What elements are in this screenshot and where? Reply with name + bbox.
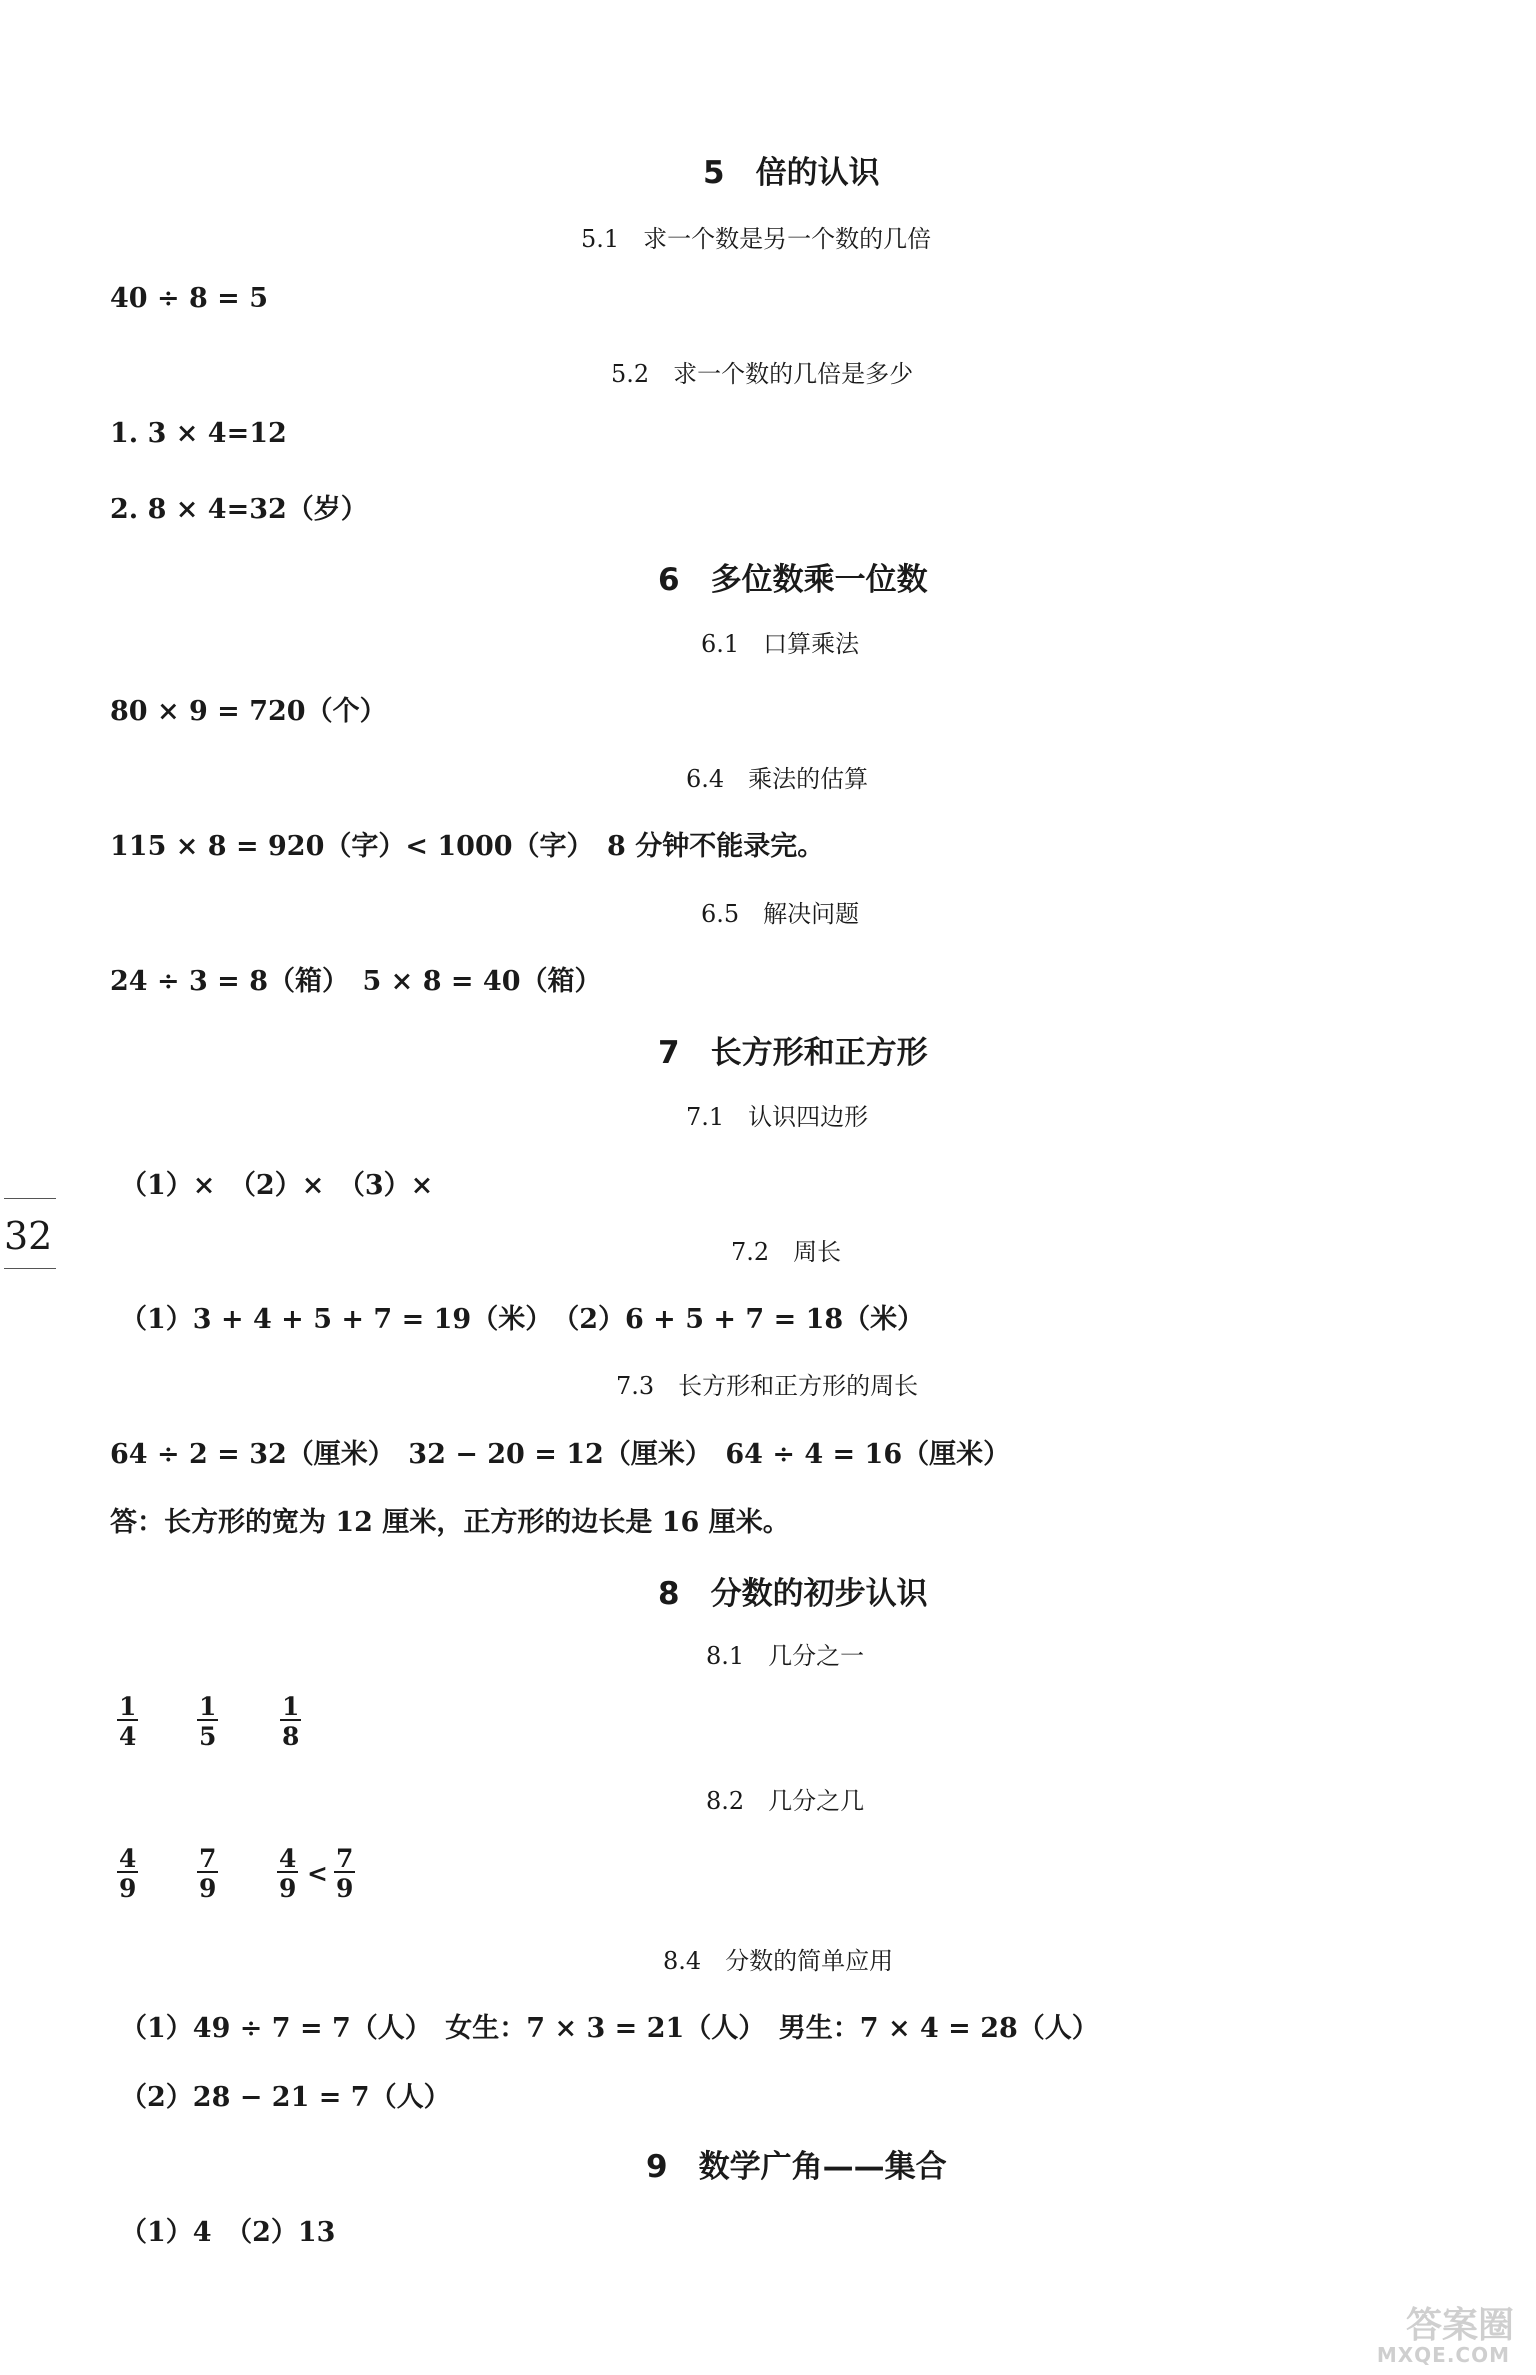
chapter-9-title: 9 数学广角——集合 bbox=[646, 2149, 947, 2185]
chapter-5-title: 5 倍的认识 bbox=[703, 155, 880, 191]
fraction-denominator: 4 bbox=[119, 1722, 137, 1751]
page-number: 32 bbox=[4, 1214, 53, 1258]
section-8-4-title: 8.4 分数的简单应用 bbox=[663, 1947, 894, 1975]
section-7-2-title: 7.2 周长 bbox=[731, 1238, 842, 1266]
answer-6-5: 24 ÷ 3 = 8（箱） 5 × 8 = 40（箱） bbox=[110, 966, 602, 997]
section-8-2-title: 8.2 几分之几 bbox=[706, 1787, 865, 1815]
fraction-one-eighth bbox=[280, 1694, 301, 1749]
answer-7-3-2: 答：长方形的宽为 12 厘米，正方形的边长是 16 厘米。 bbox=[110, 1507, 790, 1538]
chapter-6-title: 6 多位数乘一位数 bbox=[658, 562, 928, 598]
fraction-denominator: 5 bbox=[199, 1722, 217, 1751]
fraction-denominator: 9 bbox=[279, 1874, 297, 1903]
answer-8-4-2: （2）28 − 21 = 7（人） bbox=[120, 2082, 451, 2113]
section-7-3-title: 7.3 长方形和正方形的周长 bbox=[616, 1372, 919, 1400]
answer-6-1: 80 × 9 = 720（个） bbox=[110, 696, 387, 727]
watermark-brand: 答案圈 bbox=[1405, 2305, 1514, 2346]
answer-7-2: （1）3 + 4 + 5 + 7 = 19（米） （2）6 + 5 + 7 = 18（米） bbox=[120, 1304, 925, 1335]
section-6-4-title: 6.4 乘法的估算 bbox=[686, 765, 869, 793]
fraction-numerator: 7 bbox=[199, 1844, 217, 1873]
page-number-rule-bottom bbox=[4, 1268, 56, 1269]
chapter-7-title: 7 长方形和正方形 bbox=[658, 1035, 928, 1071]
fraction-numerator: 1 bbox=[199, 1692, 217, 1721]
section-6-1-title: 6.1 口算乘法 bbox=[701, 630, 860, 658]
fraction-denominator: 9 bbox=[336, 1874, 354, 1903]
answer-7-3-1: 64 ÷ 2 = 32（厘米） 32 − 20 = 12（厘米） 64 ÷ 4 = 16（厘米） bbox=[110, 1439, 1011, 1470]
answer-5-1: 40 ÷ 8 = 5 bbox=[110, 283, 268, 314]
fraction-denominator: 9 bbox=[199, 1874, 217, 1903]
fraction-seven-ninths bbox=[197, 1846, 218, 1901]
fraction-numerator: 1 bbox=[282, 1692, 300, 1721]
answer-9: （1）4 （2）13 bbox=[120, 2217, 336, 2248]
section-8-1-title: 8.1 几分之一 bbox=[706, 1642, 865, 1670]
fraction-one-fifth bbox=[197, 1694, 218, 1749]
answer-5-2-2: 2. 8 × 4=32（岁） bbox=[110, 494, 368, 525]
fraction-denominator: 9 bbox=[119, 1874, 137, 1903]
section-6-5-title: 6.5 解决问题 bbox=[701, 900, 860, 928]
fraction-numerator: 4 bbox=[279, 1844, 297, 1873]
fraction-denominator: 8 bbox=[282, 1722, 300, 1751]
fraction-numerator: 1 bbox=[119, 1692, 137, 1721]
section-7-1-title: 7.1 认识四边形 bbox=[686, 1103, 869, 1131]
watermark-site: MXQE.COM bbox=[1376, 2343, 1510, 2367]
fraction-four-ninths bbox=[117, 1846, 138, 1901]
watermark-logo bbox=[1364, 2297, 1514, 2367]
fraction-numerator: 7 bbox=[336, 1844, 354, 1873]
page-number-rule-top bbox=[4, 1198, 56, 1199]
section-5-1-title: 5.1 求一个数是另一个数的几倍 bbox=[581, 225, 932, 253]
fraction-numerator: 4 bbox=[119, 1844, 137, 1873]
answer-6-4: 115 × 8 = 920（字）< 1000（字） 8 分钟不能录完。 bbox=[110, 831, 825, 862]
fraction-compare-right bbox=[334, 1846, 355, 1901]
answer-7-1: （1）× （2）× （3）× bbox=[120, 1170, 434, 1201]
fraction-compare-left bbox=[277, 1846, 298, 1901]
less-than-sign: < bbox=[307, 1859, 328, 1888]
fraction-one-quarter bbox=[117, 1694, 138, 1749]
answer-5-2-1: 1. 3 × 4=12 bbox=[110, 418, 287, 449]
section-5-2-title: 5.2 求一个数的几倍是多少 bbox=[611, 360, 914, 388]
chapter-8-title: 8 分数的初步认识 bbox=[658, 1576, 928, 1612]
answer-8-4-1: （1）49 ÷ 7 = 7（人） 女生：7 × 3 = 21（人） 男生：7 × 4 = 28（人） bbox=[120, 2013, 1099, 2044]
